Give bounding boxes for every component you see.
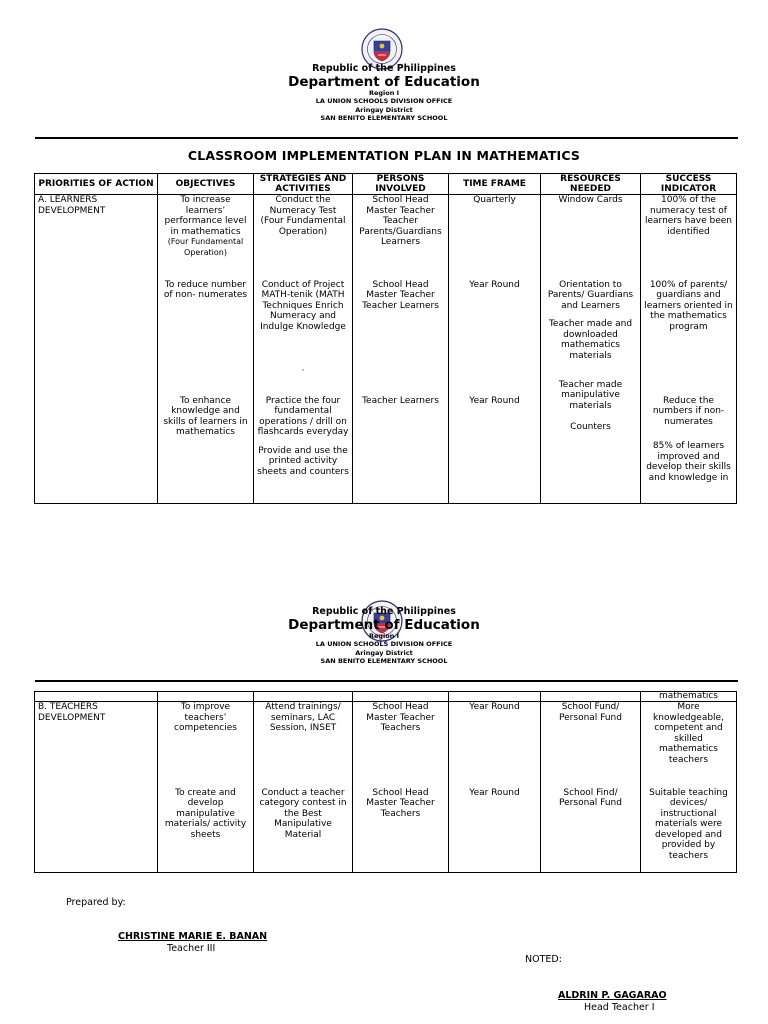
table-header-row — [35, 174, 737, 195]
indicator-text: 85% of learners improved and develop their skills and knowledge in — [646, 441, 731, 483]
indicator-text: Reduce the numbers if non- numerates — [652, 395, 725, 427]
resources-cell: School Fund/ Personal Fund — [541, 702, 641, 788]
table-row — [35, 280, 737, 396]
implementation-plan-table-continued — [34, 691, 737, 873]
prepared-by-label: Prepared by: — [66, 897, 126, 908]
time-frame-cell: Year Round — [449, 788, 541, 873]
column-header: RESOURCES NEEDED — [541, 174, 641, 195]
strategy-text: Practice the four fundamental operations / drill on flashcards everyday — [257, 395, 349, 437]
letterhead-divider — [35, 680, 738, 682]
resource-text: Orientation to Parents/ Guardians and Learners — [547, 279, 634, 311]
noter-name: ALDRIN P. GAGARAO — [558, 990, 667, 1001]
resource-text: Teacher made and downloaded mathematics materials — [548, 319, 633, 361]
objective-cell — [158, 195, 254, 280]
table-row — [35, 195, 737, 280]
objective-cell: To create and develop manipulative materials/ activity sheets — [158, 788, 254, 873]
letterhead-divider — [35, 137, 738, 139]
resource-text: Teacher made manipulative materials — [558, 379, 623, 411]
noter-position: Head Teacher I — [584, 1002, 655, 1013]
strategy-cell: Attend trainings/ seminars, LAC Session, INSET — [254, 702, 353, 788]
persons-cell: School Head Master Teacher Teachers — [353, 788, 449, 873]
school-line: SAN BENITO ELEMENTARY SCHOOL — [320, 657, 448, 665]
strategy-cell — [254, 692, 353, 702]
persons-cell: School Head Master Teacher Teachers — [353, 702, 449, 788]
priority-cell — [35, 396, 158, 504]
indicator-cell: 100% of the numeracy test of learners have been identified — [641, 195, 737, 280]
column-header: OBJECTIVES — [158, 174, 254, 195]
department-heading: Department of Education — [288, 74, 480, 90]
objective-text: To increase learners’ performance level in mathematics — [164, 195, 247, 237]
priority-cell — [35, 280, 158, 396]
region-line: Region I — [368, 89, 400, 97]
indicator-cell: Suitable teaching devices/ instructional materials were developed and provided by teachers — [641, 788, 737, 873]
strategy-cell — [254, 280, 353, 396]
preparer-name: CHRISTINE MARIE E. BANAN — [118, 931, 268, 942]
column-header: PRIORITIES OF ACTION — [35, 174, 158, 195]
column-header: PERSONS INVOLVED — [353, 174, 449, 195]
indicator-cell: 100% of parents/ guardians and learners oriented in the mathematics program — [641, 280, 737, 396]
priority-cell — [35, 692, 158, 702]
table-row — [35, 692, 737, 702]
district-line: Aringay District — [355, 649, 413, 657]
column-header: SUCCESS INDICATOR — [641, 174, 737, 195]
table-row — [35, 396, 737, 504]
district-line: Aringay District — [355, 106, 413, 114]
resources-cell — [541, 280, 641, 396]
time-frame-cell: Year Round — [449, 396, 541, 504]
priority-cell — [35, 788, 158, 873]
objective-cell: To improve teachers’ competencies — [158, 702, 254, 788]
department-heading: Department of Education — [288, 617, 480, 633]
resource-text: Counters — [570, 422, 611, 432]
stray-mark: · — [301, 366, 305, 376]
objective-note: (Four Fundamental Operation) — [167, 237, 244, 257]
objective-cell: To reduce number of non- numerates — [158, 280, 254, 396]
implementation-plan-table — [34, 173, 737, 504]
column-header: STRATEGIES AND ACTIVITIES — [254, 174, 353, 195]
objective-cell: To enhance knowledge and skills of learners in mathematics — [158, 396, 254, 504]
persons-cell — [353, 692, 449, 702]
resources-cell: Window Cards — [541, 195, 641, 280]
division-office-line: LA UNION SCHOOLS DIVISION OFFICE — [315, 97, 453, 105]
resources-cell — [541, 692, 641, 702]
strategy-cell — [254, 396, 353, 504]
region-line: Region I — [368, 632, 400, 640]
priority-cell: B. TEACHERS DEVELOPMENT — [35, 702, 158, 788]
strategy-text: Conduct of Project MATH-tenik (MATH Techniques Enrich Numeracy and Indulge Knowledge — [260, 279, 346, 332]
persons-cell: School Head Master Teacher Teacher Learners — [353, 280, 449, 396]
time-frame-cell: Year Round — [449, 702, 541, 788]
indicator-cell: mathematics — [641, 692, 737, 702]
resources-cell: School Find/ Personal Fund — [541, 788, 641, 873]
division-office-line: LA UNION SCHOOLS DIVISION OFFICE — [315, 640, 453, 648]
resources-cell — [541, 379, 641, 504]
table-row — [35, 702, 737, 788]
time-frame-cell: Year Round — [449, 280, 541, 396]
strategy-cell: Conduct the Numeracy Test (Four Fundamental Operation) — [254, 195, 353, 280]
republic-heading: Republic of the Philippines — [312, 606, 456, 617]
indicator-cell — [641, 396, 737, 504]
strategy-cell: Conduct a teacher category contest in the Best Manipulative Material — [254, 788, 353, 873]
objective-cell — [158, 692, 254, 702]
column-header: TIME FRAME — [449, 174, 541, 195]
school-line: SAN BENITO ELEMENTARY SCHOOL — [320, 114, 448, 122]
persons-cell: Teacher Learners — [353, 396, 449, 504]
table-row — [35, 788, 737, 873]
time-frame-cell: Quarterly — [449, 195, 541, 280]
document-title: CLASSROOM IMPLEMENTATION PLAN IN MATHEMATICS — [187, 148, 581, 163]
persons-cell: School Head Master Teacher Teacher Parents/Guardians Learners — [353, 195, 449, 280]
republic-heading: Republic of the Philippines — [312, 63, 456, 74]
priority-cell: A. LEARNERS DEVELOPMENT — [35, 195, 158, 280]
strategy-text: Provide and use the printed activity sheets and counters — [257, 445, 349, 477]
indicator-cell: More knowledgeable, competent and skilled mathematics teachers — [641, 702, 737, 788]
noted-label: NOTED: — [525, 954, 562, 965]
time-frame-cell — [449, 692, 541, 702]
preparer-position: Teacher III — [167, 943, 216, 954]
